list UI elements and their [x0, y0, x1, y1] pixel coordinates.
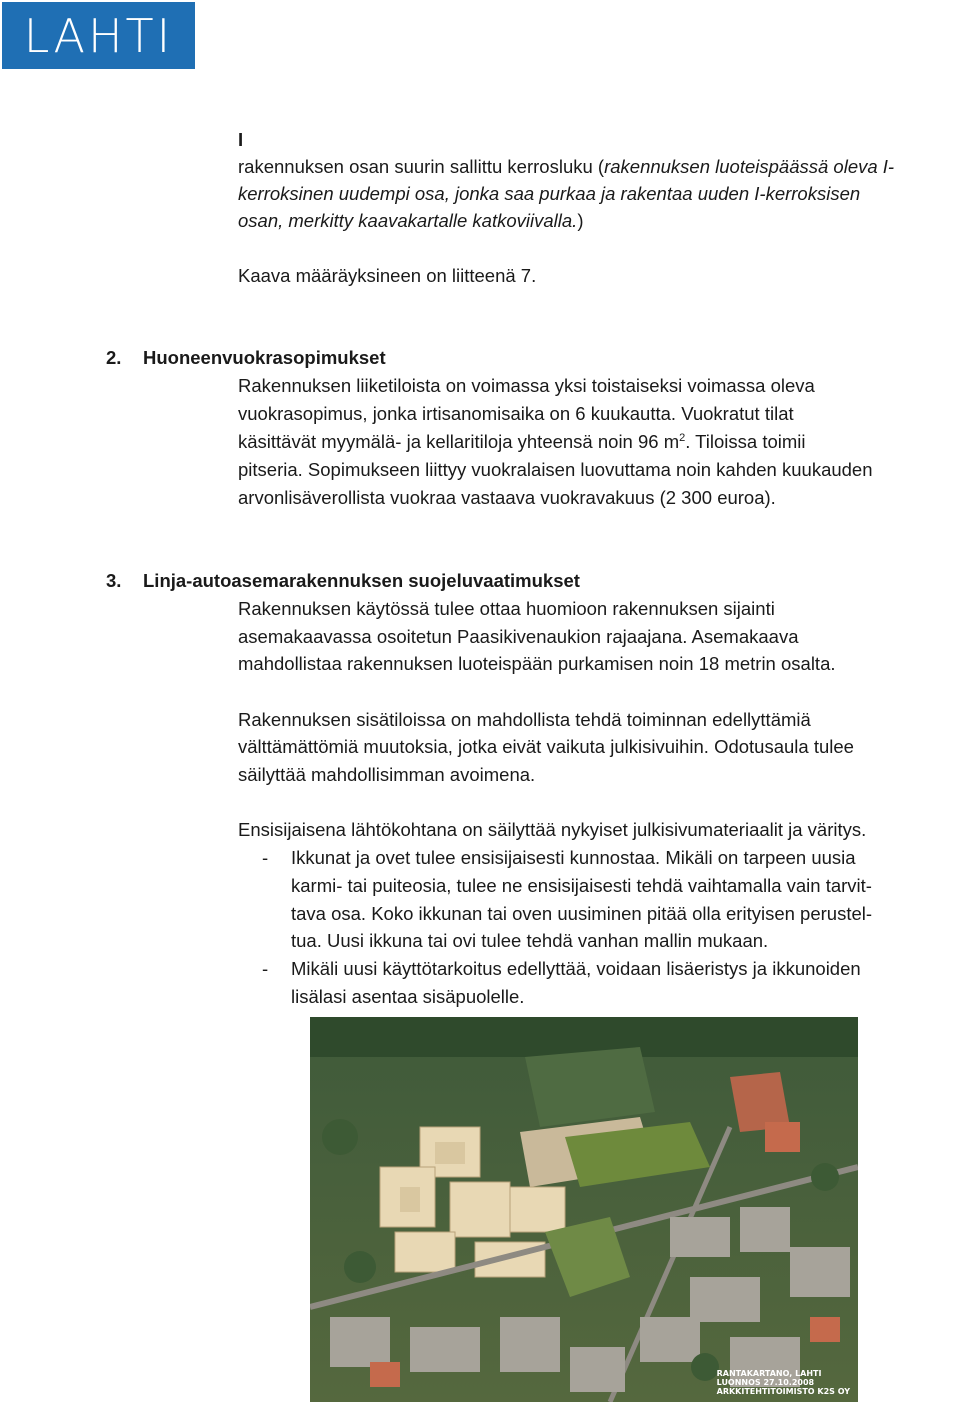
- section2-line3-post: . Tiloissa toimii: [685, 431, 806, 452]
- bullet1-line: tava osa. Koko ikkunan tai oven uusiminen pitää olla erityisen perustel-: [291, 903, 873, 924]
- intro-close: ): [577, 210, 584, 231]
- bullet2-line: lisälasi asentaa sisäpuolelle.: [291, 986, 525, 1007]
- section2-line: arvonlisäverollista vuokraa vastaava vuokravakuus (2 300 euroa).: [238, 487, 776, 508]
- intro-italic-1: rakennuksen luoteispäässä oleva I-: [604, 156, 895, 177]
- aerial-photo-graphic: [310, 1017, 858, 1402]
- section3-number: 3.: [106, 570, 122, 591]
- section2-line: pitseria. Sopimukseen liittyy vuokralaisen luovuttama noin kahden kuukauden: [238, 459, 873, 480]
- section3-para1-line: Rakennuksen käytössä tulee ottaa huomioon rakennuksen sijainti: [238, 598, 775, 619]
- lahti-logo: LAHTI: [2, 2, 195, 69]
- bullet1-line: tua. Uusi ikkuna tai ovi tulee tehdä vanhan mallin mukaan.: [291, 930, 769, 951]
- intro-line-1: [238, 153, 894, 181]
- intro-lead: rakennuksen osan suurin sallittu kerrosluku (: [238, 156, 605, 177]
- bullet-dash: -: [262, 958, 269, 979]
- caption-line: LUONNOS 27.10.2008: [716, 1378, 815, 1387]
- bullet-dash: -: [262, 847, 269, 868]
- bullet2-line: Mikäli uusi käyttötarkoitus edellyttää, voidaan lisäeristys ja ikkunoiden: [291, 958, 861, 979]
- intro-italic-3: osan, merkitty kaavakartalle katkoviivalla.: [238, 210, 578, 231]
- section2-line: Rakennuksen liiketiloista on voimassa yksi toistaiseksi voimassa oleva: [238, 375, 815, 396]
- section3-para3: Ensisijaisena lähtökohtana on säilyttää nykyiset julkisivumateriaalit ja väritys.: [238, 819, 867, 840]
- section2-line3-pre: käsittävät myymälä- ja kellaritiloja yhteensä noin 96 m: [238, 431, 680, 452]
- section2-number: 2.: [106, 347, 122, 368]
- photo-caption: [717, 1369, 850, 1396]
- caption-line: RANTAKARTANO, LAHTI: [716, 1369, 822, 1378]
- square-superscript: 2: [679, 432, 686, 444]
- section2-title: Huoneenvuokrasopimukset: [143, 347, 386, 368]
- section2-line-3: [238, 428, 806, 456]
- section3-para1-line: mahdollistaa rakennuksen luoteispään purkamisen noin 18 metrin osalta.: [238, 653, 836, 674]
- section3-para2-line: säilyttää mahdollisimman avoimena.: [238, 764, 536, 785]
- bullet1-line: Ikkunat ja ovet tulee ensisijaisesti kunnostaa. Mikäli on tarpeen uusia: [291, 847, 856, 868]
- intro-line-3: [238, 207, 583, 235]
- caption-line: ARKKITEHTITOIMISTO K2S OY: [716, 1387, 850, 1396]
- bullet1-line: karmi- tai puiteosia, tulee ne ensisijaisesti tehdä vaihtamalla vain tarvit-: [291, 875, 872, 896]
- intro-marker: I: [238, 129, 244, 150]
- section3-para2-line: välttämättömiä muutoksia, jotka eivät vaikuta julkisivuihin. Odotusaula tulee: [238, 736, 854, 757]
- intro-appendix: Kaava määräyksineen on liitteenä 7.: [238, 265, 537, 286]
- section2-line: vuokrasopimus, jonka irtisanomisaika on 6 kuukautta. Vuokratut tilat: [238, 403, 794, 424]
- section3-para1-line: asemakaavassa osoitetun Paasikivenaukion rajaajana. Asemakaava: [238, 626, 799, 647]
- section3-para2-line: Rakennuksen sisätiloissa on mahdollista tehdä toiminnan edellyttämiä: [238, 709, 811, 730]
- aerial-photo: [310, 1017, 858, 1402]
- intro-italic-2: kerroksinen uudempi osa, jonka saa purkaa ja rakentaa uuden I-kerroksisen: [238, 183, 861, 204]
- section3-title: Linja-autoasemarakennuksen suojeluvaatimukset: [143, 570, 580, 591]
